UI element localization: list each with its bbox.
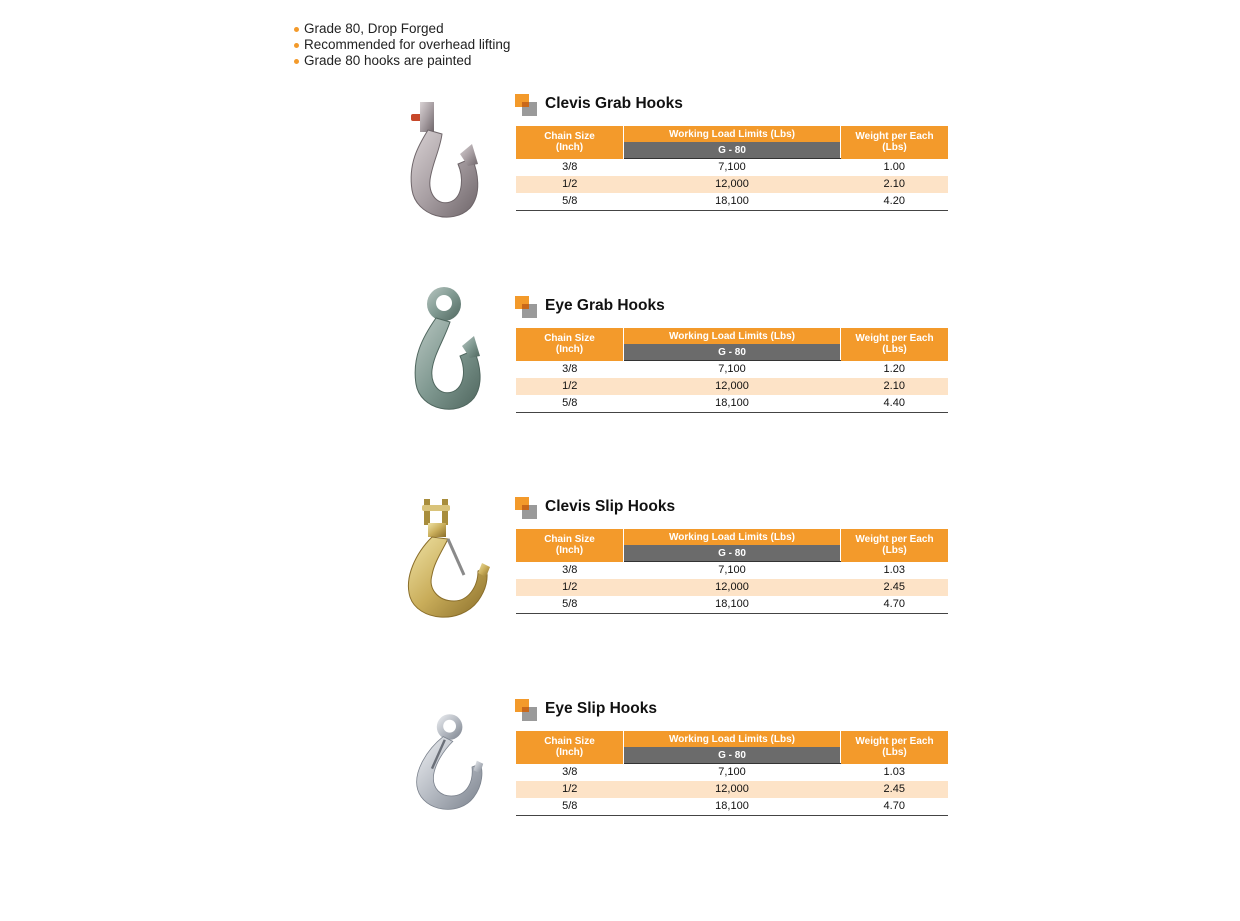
eye-slip-hook-image: [398, 711, 498, 823]
table-row: 5/8 18,100 4.70: [562, 800, 905, 812]
clevis-slip-hook-image: [398, 497, 498, 637]
feature-item: Grade 80 hooks are painted: [294, 53, 510, 69]
table-row: 3/8 7,100 1.03: [562, 563, 905, 576]
section-title-text: Clevis Grab Hooks: [545, 95, 683, 112]
table-row: 1/2 12,000 2.10: [516, 176, 948, 193]
header-grade: G - 80: [624, 142, 841, 159]
clevis-grab-hook-image: [398, 94, 498, 234]
spec-table: [516, 328, 948, 413]
table-row: 1/2 12,000 2.10: [516, 378, 948, 395]
section-eye-grab-hooks: [398, 296, 958, 456]
table-row: 3/8 7,100 1.20: [562, 362, 905, 375]
section-clevis-grab-hooks: [398, 94, 958, 254]
table-row: 1/2 12,000 2.45: [516, 781, 948, 798]
section-title-text: Eye Grab Hooks: [545, 297, 665, 314]
section-eye-slip-hooks: [398, 699, 958, 859]
spec-table: [516, 126, 948, 211]
header-weight: Weight per Each (Lbs): [841, 529, 949, 562]
header-chain-size: Chain Size (Inch): [516, 328, 624, 361]
section-marker-icon: [515, 296, 539, 318]
section-title-text: Eye Slip Hooks: [545, 700, 657, 717]
feature-item: Recommended for overhead lifting: [294, 37, 510, 53]
header-wll: Working Load Limits (Lbs): [624, 328, 841, 344]
header-grade: G - 80: [624, 747, 841, 764]
spec-table: [516, 731, 948, 816]
feature-item: Grade 80, Drop Forged: [294, 21, 510, 37]
section-marker-icon: [515, 497, 539, 519]
header-wll: Working Load Limits (Lbs): [624, 529, 841, 545]
section-marker-icon: [515, 94, 539, 116]
header-wll: Working Load Limits (Lbs): [624, 126, 841, 142]
header-weight: Weight per Each (Lbs): [841, 328, 949, 361]
header-grade: G - 80: [624, 545, 841, 562]
header-wll: Working Load Limits (Lbs): [624, 731, 841, 747]
feature-list: [294, 21, 510, 69]
table-row: 1/2 12,000 2.45: [516, 579, 948, 596]
table-row: 5/8 18,100 4.70: [562, 598, 905, 610]
eye-grab-hook-image: [398, 284, 498, 424]
table-row: 3/8 7,100 1.03: [562, 765, 905, 778]
header-chain-size: Chain Size (Inch): [516, 126, 624, 159]
header-chain-size: Chain Size (Inch): [516, 731, 624, 764]
section-marker-icon: [515, 699, 539, 721]
header-weight: Weight per Each (Lbs): [841, 126, 949, 159]
section-clevis-slip-hooks: [398, 497, 958, 657]
header-weight: Weight per Each (Lbs): [841, 731, 949, 764]
table-row: 3/8 7,100 1.00: [562, 160, 905, 173]
spec-table: [516, 529, 948, 614]
table-row: 5/8 18,100 4.40: [562, 397, 905, 409]
table-row: 5/8 18,100 4.20: [562, 195, 905, 207]
section-title-text: Clevis Slip Hooks: [545, 498, 676, 515]
header-chain-size: Chain Size (Inch): [516, 529, 624, 562]
header-grade: G - 80: [624, 344, 841, 361]
